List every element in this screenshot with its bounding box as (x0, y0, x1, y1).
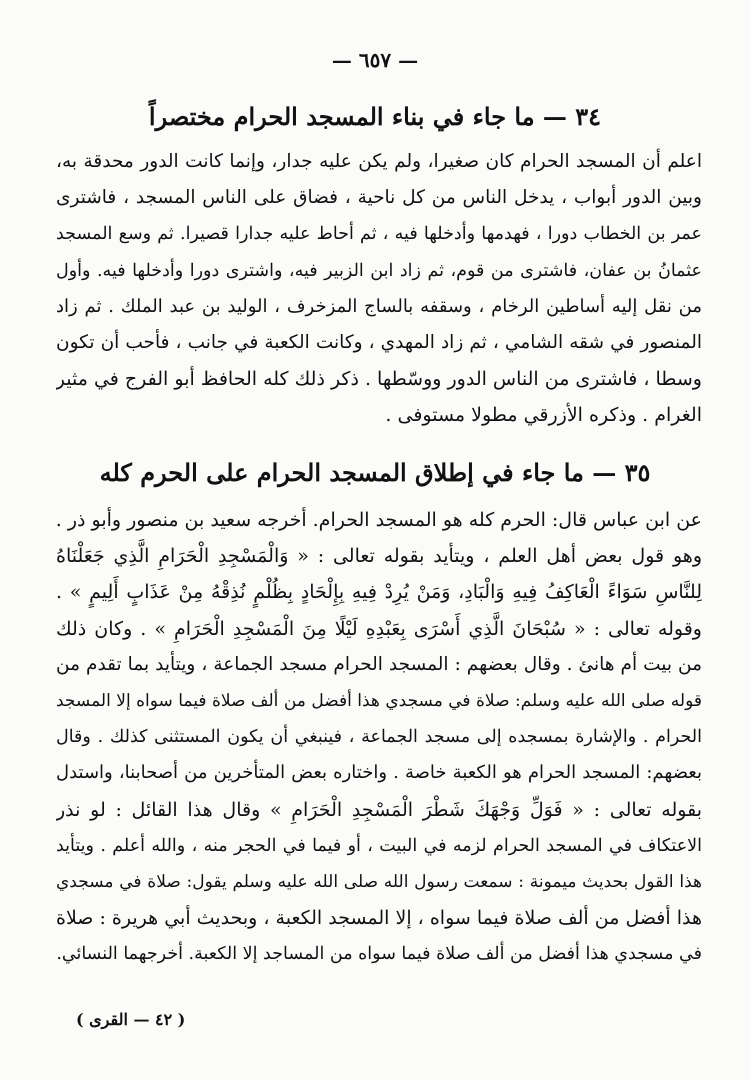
page-number: — ٦٥٧ — (331, 48, 419, 72)
text-line: وهو قول بعض أهل العلم ، ويتأيد بقوله تعالى : « وَالْمَسْجِدِ الْحَرَامِ الَّذِي جَعَلْنَاهُ (56, 545, 702, 568)
text-line: هذا أفضل من ألف صلاة فيما سواه ، إلا المسجد الكعبة ، وبحديث أبي هريرة : صلاة (56, 907, 702, 930)
section-34-heading: ٣٤ — ما جاء في بناء المسجد الحرام مختصراً (148, 102, 602, 131)
section-35-heading: ٣٥ — ما جاء في إطلاق المسجد الحرام على الحرم كله (99, 458, 651, 487)
text-line: في مسجدي هذا أفضل من ألف صلاة فيما سواه من المساجد إلا الكعبة. أخرجهما النسائي. (56, 944, 702, 965)
text-line: المنصور في شقه الشامي ، ثم زاد المهدي ، وكانت الكعبة في جانب ، فأحب أن تكون (56, 331, 702, 353)
text-line: من نقل إليه أساطين الرخام ، وسقفه بالساج المزخرف ، الوليد بن عبد الملك . ثم زاد (56, 295, 702, 317)
text-line: اعلم أن المسجد الحرام كان صغيرا، ولم يكن عليه جدار، وإنما كانت الدور محدقة به، (56, 151, 702, 172)
text-line: وسطا ، فاشترى من الناس الدور ووسّطها . ذكر ذلك كله الحافظ أبو الفرج في مثير (56, 368, 702, 391)
section-35-body (56, 502, 702, 972)
text-line: وقوله تعالى : « سُبْحَانَ الَّذِي أَسْرَى بِعَبْدِهِ لَيْلًا مِنَ الْمَسْجِدِ الْحَرَامِ » . وكان ذلك (56, 617, 702, 640)
text-line: عثمانُ بن عفان، فاشترى من قوم، ثم زاد ابن الزبير فيه، واشترى دورا وأدخلها فيه. وأول (56, 260, 702, 281)
text-line: بعضهم: المسجد الحرام هو الكعبة خاصة . واختاره بعض المتأخرين من أصحابنا، واستدل (56, 762, 702, 784)
text-line: قوله صلى الله عليه وسلم: صلاة في مسجدي هذا أفضل من ألف صلاة فيما سواه إلا المسجد (56, 690, 702, 711)
text-line: لِلنَّاسِ سَوَاءً الْعَاكِفُ فِيهِ وَالْبَادِ، وَمَنْ يُرِدْ فِيهِ بِإِلْحَادٍ بِظُلْمٍ نُذِقْهُ مِنْ عَذَابٍ أَلِيمٍ » . (56, 581, 702, 604)
text-line: هذا القول بحديث ميمونة : سمعت رسول الله صلى الله عليه وسلم يقول: صلاة في مسجدي (56, 871, 702, 892)
text-line: الحرام . والإشارة بمسجده إلى مسجد الجماعة ، فينبغي أن يكون المستثنى كذلك . وقال (56, 727, 702, 748)
text-line: الاعتكاف في المسجد الحرام لزمه في البيت ، أو فيما في الحجر منه ، والله أعلم . ويتأيد (56, 835, 702, 856)
text-line: وبين الدور أبواب ، يدخل الناس من كل ناحية ، فضاق على الناس المسجد ، فاشترى (56, 187, 702, 209)
text-line: عمر بن الخطاب دورا ، فهدمها وأدخلها فيه ، ثم أحاط عليه جدارا قصيرا. ثم وسع المسجد (56, 224, 702, 245)
text-line: عن ابن عباس قال: الحرم كله هو المسجد الحرام. أخرجه سعيد بن منصور وأبو ذر . (56, 509, 702, 531)
footer-signature: ( ٤٢ — القرى ) (76, 1010, 186, 1029)
section-34-body (56, 144, 702, 434)
text-line: بقوله تعالى : « فَوَلِّ وَجْهَكَ شَطْرَ الْمَسْجِدِ الْحَرَامِ » وقال هذا القائل : لو نذر (56, 798, 702, 821)
text-line: من بيت أم هانئ . وقال بعضهم : المسجد الحرام مسجد الجماعة ، ويتأيد بما تقدم من (56, 653, 702, 675)
text-line: الغرام . وذكره الأزرقي مطولا مستوفى . (385, 404, 702, 427)
